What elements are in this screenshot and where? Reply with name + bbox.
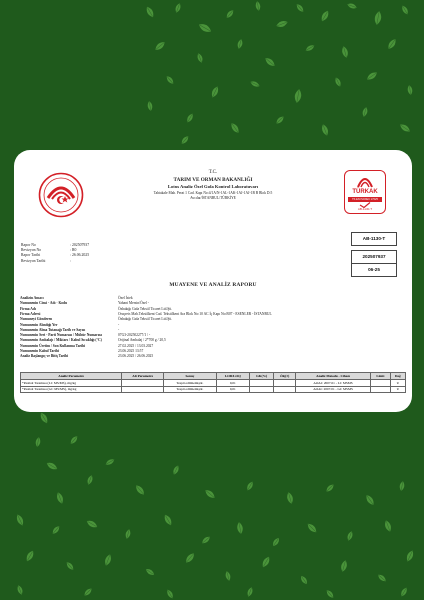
column-header: Limit xyxy=(371,373,391,380)
field-value: Yabani Mersin/Özel - xyxy=(118,301,149,306)
column-header: Analiz Parametre xyxy=(21,373,122,380)
table-cell: 0,01 xyxy=(216,386,249,393)
field-label: Firma Adresi xyxy=(20,311,41,316)
accreditation-number-box: AB-1130-T xyxy=(351,232,397,246)
field-label: Numuneyi Gönderen xyxy=(20,317,53,322)
laboratory-city: Avcılar/İSTANBUL/TÜRKİYE xyxy=(190,196,236,200)
table-row xyxy=(21,379,406,386)
table-cell xyxy=(122,379,164,386)
report-code-box: 202507937 xyxy=(351,250,397,264)
field-value: 23.06.2025 13:57 xyxy=(118,349,144,353)
report-meta-value: : 26.06.2025 xyxy=(70,253,90,258)
table-cell xyxy=(274,386,296,393)
table-cell xyxy=(122,386,164,393)
report-meta-value: : 202507937 xyxy=(70,243,90,247)
field-value: Özbakığı Gıda Tekstil Ticaret Ltd.Şti. xyxy=(118,317,173,322)
column-header: LOD/LOQ xyxy=(216,373,249,380)
field-label: Numunenin Cinsi - Adı - Kodu xyxy=(20,301,68,306)
report-meta-label: Rapor Tarihi xyxy=(21,253,41,258)
table-cell: U xyxy=(390,386,405,393)
field-label: Numunenin Üretim / Son Kullanma Tarihi xyxy=(20,343,86,348)
table-cell xyxy=(274,379,296,386)
report-meta-value: : xyxy=(70,258,72,263)
table-row xyxy=(21,386,406,393)
table-cell: AOAC 2007.01 - GC MSMS xyxy=(295,386,370,393)
table-cell: Tespit edilmemiştir. xyxy=(164,386,217,393)
column-header: Sonuç xyxy=(164,373,217,380)
header-line-1: T.C. xyxy=(208,170,218,175)
table-cell xyxy=(371,386,391,393)
table-cell: *Pestisit Taraması (LC MS/MS), mg/kg xyxy=(21,379,122,386)
field-label: Firma Adı xyxy=(20,306,36,311)
report-meta-value: : R0 xyxy=(70,248,77,253)
ministry-name: TARIM VE ORMAN BAKANLIĞI xyxy=(173,177,253,183)
field-value: - xyxy=(118,322,120,327)
field-value: Özel İstek xyxy=(118,296,133,300)
field-value: Oruçreis Mah.Tekstilkent Cad. Tekstilkent Ara Blok No:10 AC İç Kapı No:B07 - ESENLER - İSTANBUL xyxy=(118,311,272,316)
field-value: Orijinal Ambalaj / 2*700 g / 20,5 xyxy=(118,338,166,343)
field-label: Numunenin Kabul Tarihi xyxy=(20,349,59,353)
field-label: Analiz Başlangıç ve Bitiş Tarihi xyxy=(20,354,69,359)
table-cell xyxy=(249,386,274,393)
table-cell: AOAC 2007.01 - LC MSMS xyxy=(295,379,370,386)
month-code-box: 06-25 xyxy=(351,263,397,277)
field-label: Numunenin Seri - Parti Numarası / Mühür Numarası xyxy=(20,333,102,338)
report-meta-label: Revizyon No xyxy=(21,248,42,253)
report-meta-label: Revizyon Tarihi xyxy=(21,258,46,263)
turkak-code: AB-1130-T xyxy=(357,207,373,211)
turkak-mark-icon xyxy=(357,174,373,188)
table-cell: U xyxy=(390,379,405,386)
table-cell: *Pestisit Taraması (GC MS/MS), mg/kg xyxy=(21,386,122,393)
report-document xyxy=(14,150,412,412)
field-value: 23.06.2025 / 26.06.2025 xyxy=(118,354,154,359)
turkak-accreditation-logo xyxy=(344,170,386,214)
laboratory-name: Lotus Analiz Özel Gıda Kontrol Laboratuvarı xyxy=(167,184,259,189)
field-value: 27.02.2025 / 13.03.2027 xyxy=(118,343,154,348)
field-value: - xyxy=(118,327,120,332)
field-value: Özbakığı Gıda Tekstil Ticaret Ltd.Şti. xyxy=(118,306,173,311)
field-label: Numunenin Alma Tutanağı Tarih ve Sayısı xyxy=(20,327,86,332)
report-meta-label: Rapor No xyxy=(21,243,36,247)
table-cell: 0,01 xyxy=(216,379,249,386)
field-label: Numunenin Alındığı Yer xyxy=(20,322,58,327)
field-value: 07G3-202502277/1 / - xyxy=(118,333,151,338)
table-cell: Tespit edilmemiştir. xyxy=(164,379,217,386)
turkak-text: TÜRKAK xyxy=(352,189,378,195)
results-table-header xyxy=(21,373,406,380)
field-label: Numunenin Ambalajı / Miktarı / Kabul Sıcaklığı (°C) xyxy=(20,338,102,343)
table-cell xyxy=(371,379,391,386)
table-cell xyxy=(249,379,274,386)
column-header: Ölç(±) xyxy=(274,373,296,380)
turkak-standard: TS EN ISO/IEC 17025 xyxy=(352,198,378,201)
field-label: Analizin Amacı xyxy=(20,296,44,300)
column-header: Alt Parametre xyxy=(122,373,164,380)
column-header: Değ xyxy=(390,373,405,380)
column-header: Analiz Metodu - Cihazı xyxy=(295,373,370,380)
report-title: MUAYENE VE ANALİZ RAPORU xyxy=(169,282,257,288)
laboratory-address: Tahtakale Mah. Perat 1 Cad. Kapı No:4/1A/N-1AL-1AK-1AJ-1AJ-1B B Blok D:5 xyxy=(153,191,273,195)
column-header: GK(%) xyxy=(249,373,274,380)
results-table xyxy=(20,372,406,393)
